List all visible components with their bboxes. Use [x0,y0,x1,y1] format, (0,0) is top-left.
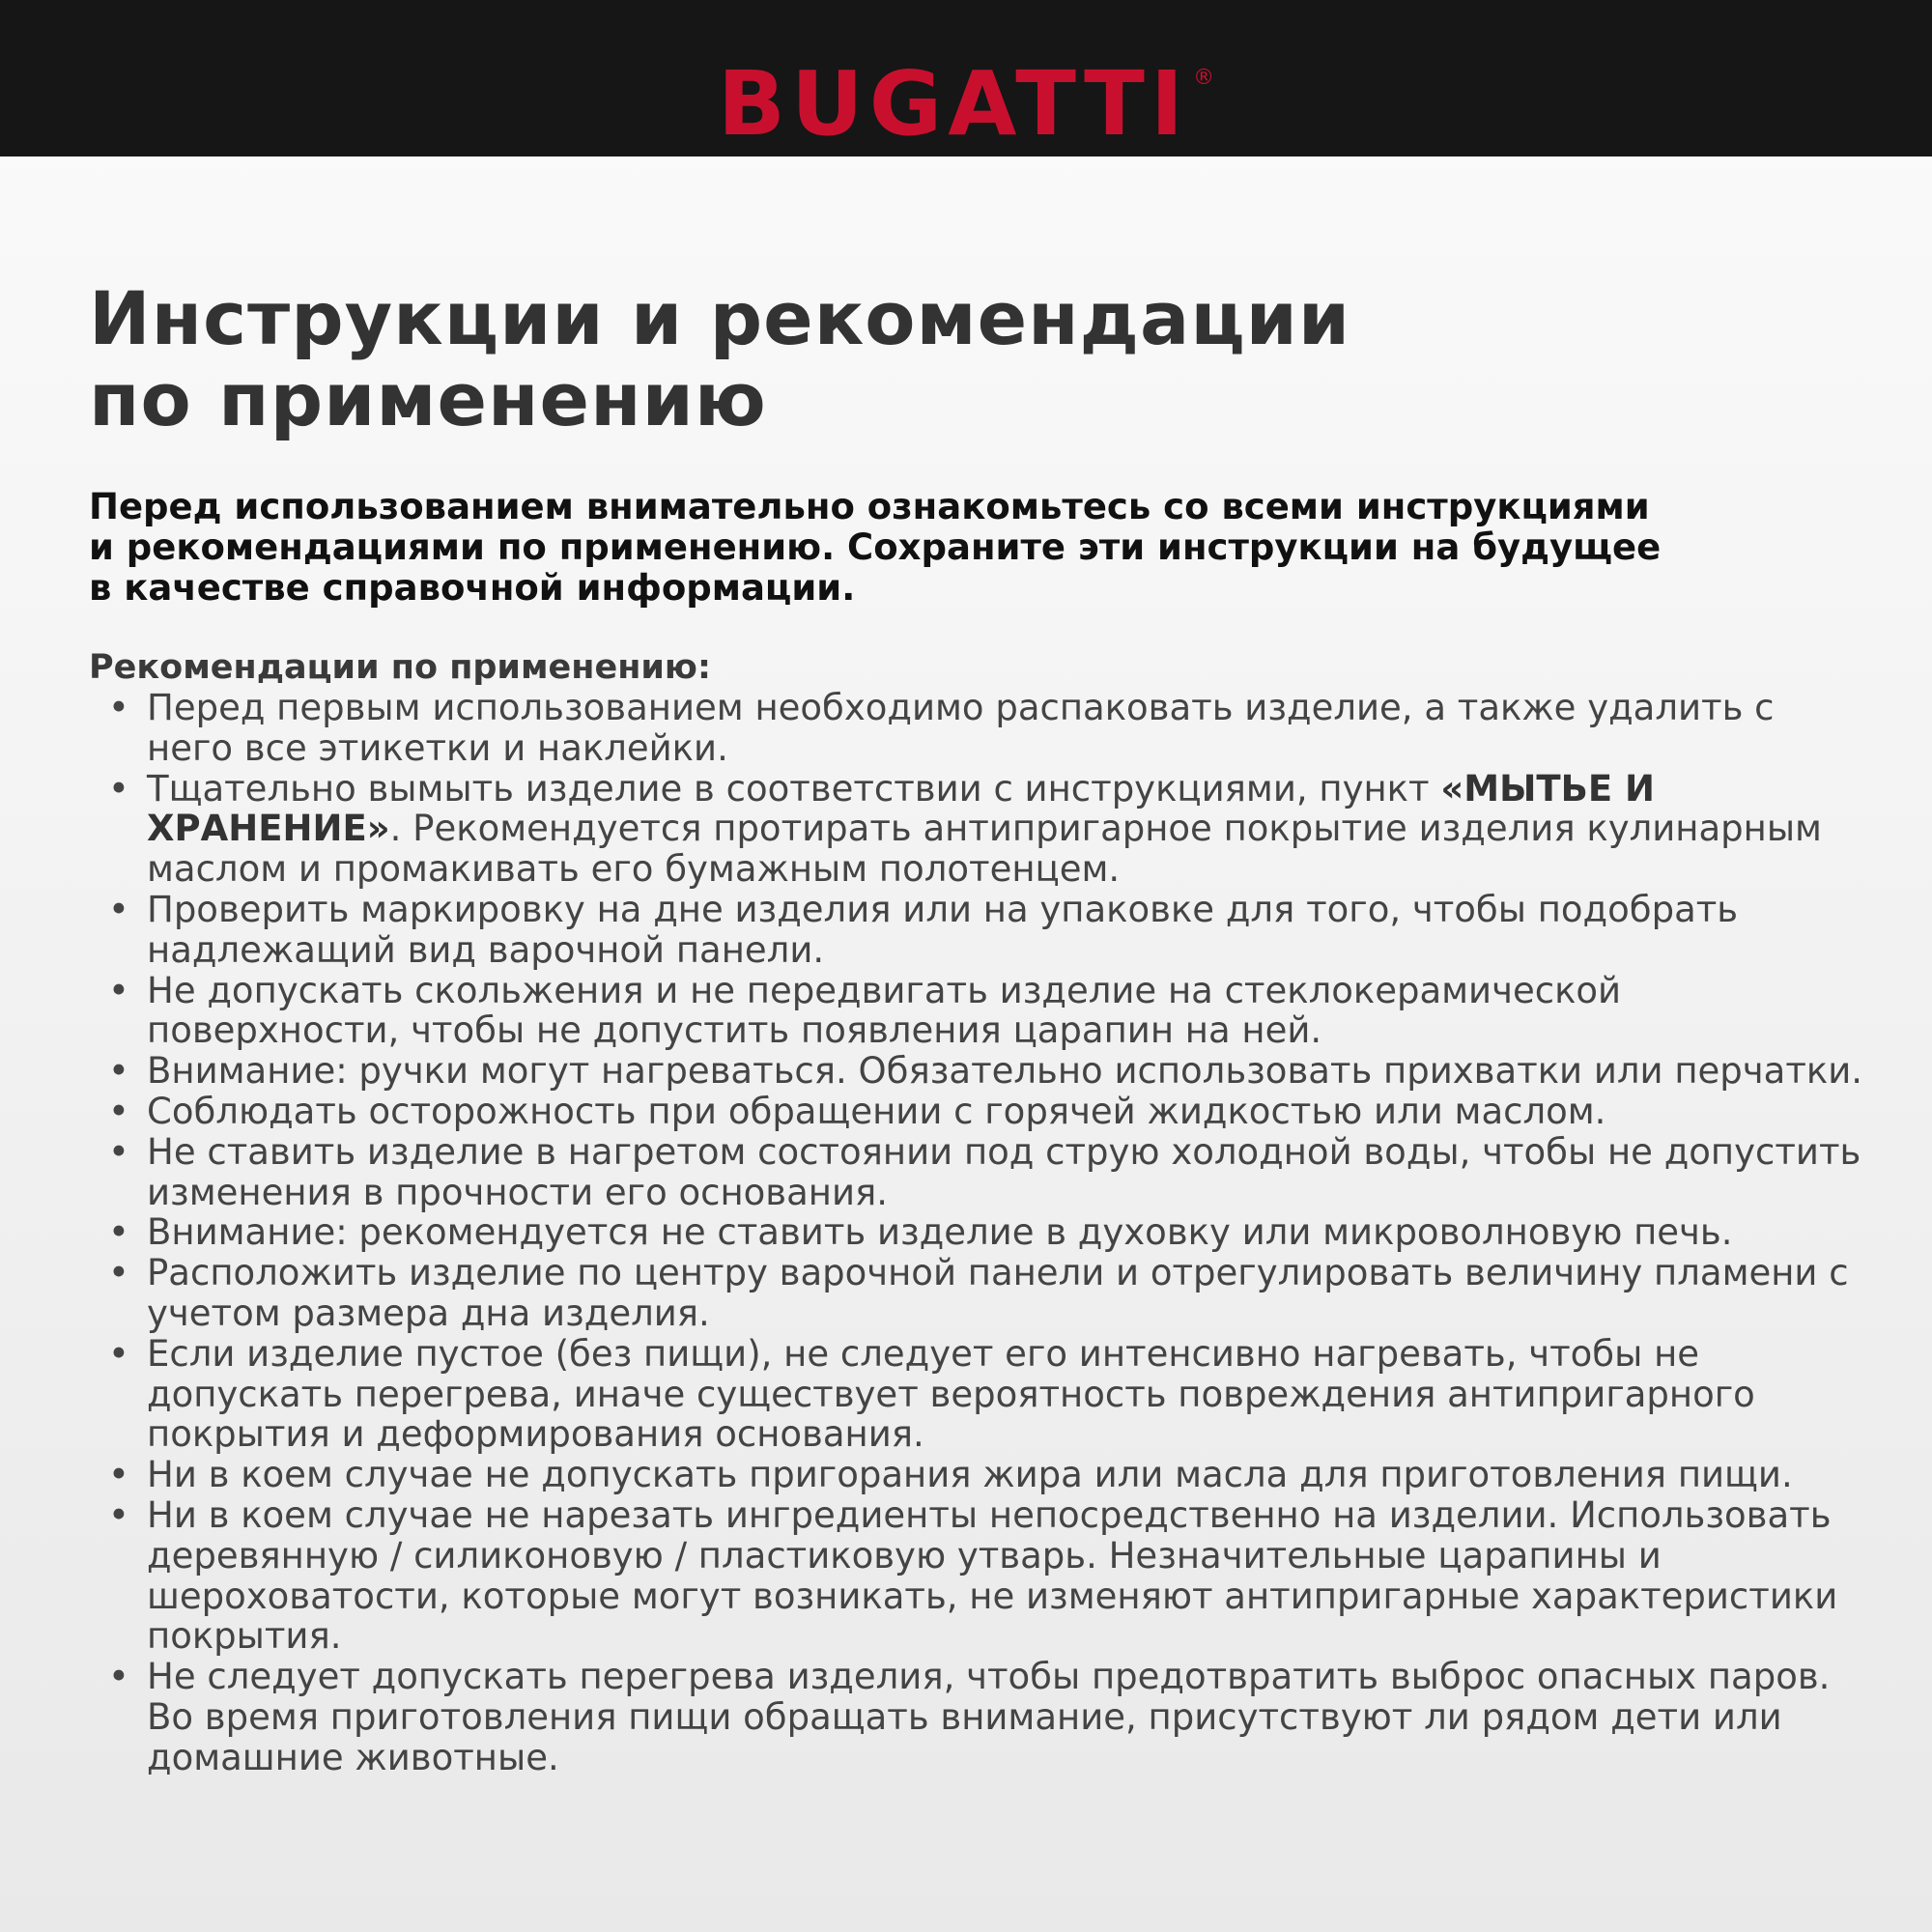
list-item [89,971,1866,1052]
section-heading: Рекомендации по применению: [89,648,711,687]
list-item-text: Ни в коем случае не нарезать ингредиенты непосредственно на изделии. Использовать деревянную / силиконовую / пластиковую утварь. Незначительные царапины и шероховатости, которые могут возникать, не изменяют антипригарные характеристики покрытия. [147,1493,1838,1658]
bullet-icon: • [108,1454,129,1496]
list-item-emphasis: «МЫТЬЕ И ХРАНЕНИЕ» [147,767,1655,850]
intro-line-1: Перед использованием внимательно ознакомьтесь со всеми инструкциями [89,486,1650,527]
bullet-icon: • [108,1211,129,1254]
list-item [89,769,1866,890]
bullet-icon: • [108,1656,129,1698]
list-item-text: Перед первым использованием необходимо распаковать изделие, а также удалить с него все этикетки и наклейки. [147,687,1775,769]
list-item [89,1455,1866,1495]
bullet-icon: • [108,1332,129,1375]
intro-paragraph [89,487,1866,609]
bullet-icon: • [108,767,129,810]
list-item [89,1657,1866,1777]
list-item-text: Тщательно вымыть изделие в соответствии с инструкциями, пункт [147,767,1441,810]
list-item [89,1495,1866,1657]
list-item-text: Ни в коем случае не допускать пригорания жира или масла для приготовления пищи. [147,1454,1793,1496]
brand-name: BUGATTI [717,52,1190,156]
list-item [89,1253,1866,1334]
list-item [89,1212,1866,1253]
registered-mark: ® [1193,66,1215,90]
list-item-text: Проверить маркировку на дне изделия или на упаковке для того, чтобы подобрать надлежащий вид варочной панели. [147,888,1739,971]
list-item-text: Внимание: ручки могут нагреваться. Обязательно использовать прихватки или перчатки. [147,1050,1863,1093]
list-item-text: Не ставить изделие в нагретом состоянии под струю холодной воды, чтобы не допустить изменения в прочности его основания. [147,1130,1861,1213]
bullet-icon: • [108,1090,129,1132]
header-bar [0,0,1932,156]
recommendations-list [89,688,1866,1778]
bullet-icon: • [108,1050,129,1093]
list-item-text: Не следует допускать перегрева изделия, чтобы предотвратить выброс опасных паров. Во время приготовления пищи обращать внимание, присутствуют ли рядом дети или домашние животные. [147,1656,1831,1778]
list-item [89,890,1866,971]
list-item [89,688,1866,769]
list-item-text: Не допускать скольжения и не передвигать изделие на стеклокерамической поверхности, чтобы не допустить появления царапин на ней. [147,969,1622,1052]
intro-line-2: и рекомендациями по применению. Сохраните эти инструкции на будущее [89,526,1662,568]
bullet-icon: • [108,1493,129,1536]
page-title-line-1: Инструкции и рекомендации [89,275,1351,361]
page-title [89,275,1866,442]
list-item-text: Соблюдать осторожность при обращении с горячей жидкостью или маслом. [147,1090,1606,1132]
list-item-text: Внимание: рекомендуется не ставить изделие в духовку или микроволновую печь. [147,1211,1733,1254]
list-item-text: Если изделие пустое (без пищи), не следует его интенсивно нагревать, чтобы не допускать перегрева, иначе существует вероятность повреждения антипригарного покрытия и деформирования основания. [147,1332,1755,1456]
list-item [89,1334,1866,1455]
list-item [89,1132,1866,1213]
list-item-text-continued: . Рекомендуется протирать антипригарное покрытие изделия кулинарным маслом и промакивать его бумажным полотенцем. [147,808,1822,891]
brand-logo [0,0,1932,156]
bullet-icon: • [108,888,129,930]
bullet-icon: • [108,1252,129,1294]
bullet-icon: • [108,687,129,728]
page-title-line-2: по применению [89,356,767,442]
document-body [89,275,1866,1778]
bullet-icon: • [108,1130,129,1173]
list-item [89,1051,1866,1092]
list-item-text: Расположить изделие по центру варочной панели и отрегулировать величину пламени с учетом размера дна изделия. [147,1252,1849,1334]
bullet-icon: • [108,969,129,1011]
intro-line-3: в качестве справочной информации. [89,567,856,609]
list-item [89,1092,1866,1132]
